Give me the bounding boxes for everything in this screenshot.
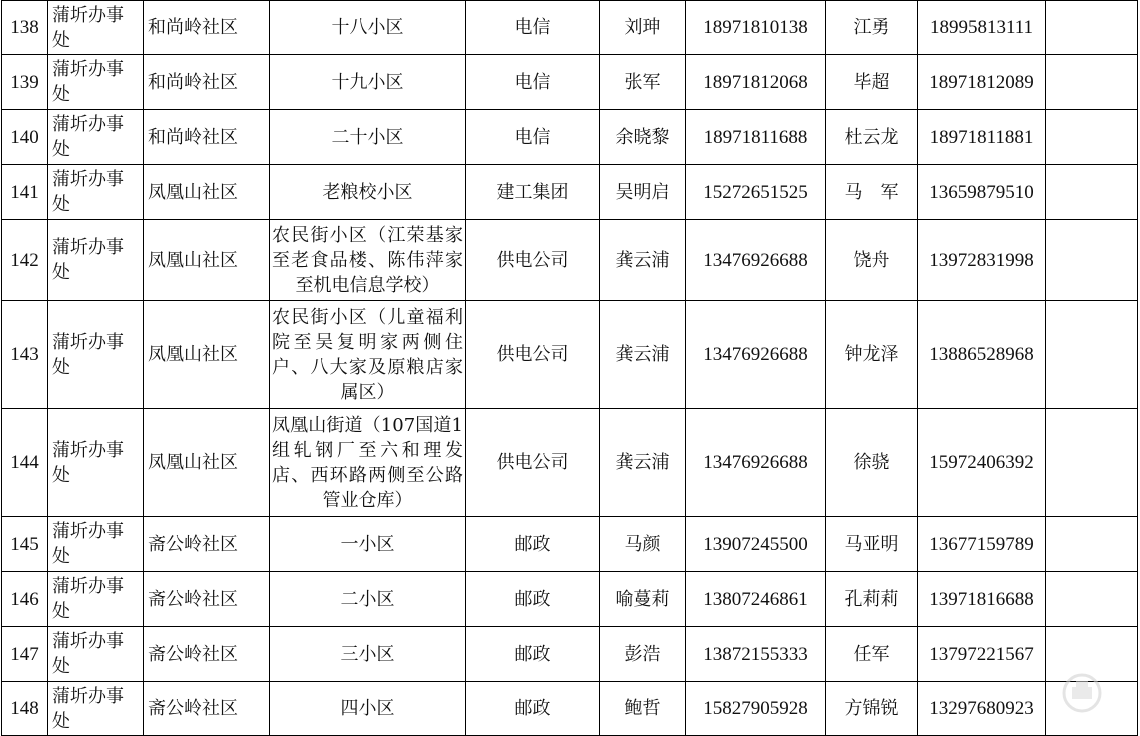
- area-cell: 四小区: [270, 682, 466, 736]
- table-row: [2, 572, 1138, 627]
- leader-phone-cell: 13807246861: [686, 572, 826, 627]
- unit-cell: 供电公司: [466, 301, 600, 409]
- leader-cell: 龚云浦: [600, 301, 686, 409]
- leader-cell: 喻蔓莉: [600, 572, 686, 627]
- row-number: 141: [2, 165, 48, 220]
- contact-phone-cell: 13659879510: [918, 165, 1046, 220]
- row-number: 144: [2, 409, 48, 517]
- row-number: 145: [2, 517, 48, 572]
- contact-phone-cell: 13297680923: [918, 682, 1046, 736]
- area-cell: 老粮校小区: [270, 165, 466, 220]
- leader-phone-cell: 15272651525: [686, 165, 826, 220]
- note-cell: [1046, 517, 1138, 572]
- unit-cell: 邮政: [466, 627, 600, 682]
- contact-phone-cell: 15972406392: [918, 409, 1046, 517]
- contact-phone-cell: 18971811881: [918, 110, 1046, 165]
- contact-cell: 徐骁: [826, 409, 918, 517]
- row-number: 139: [2, 55, 48, 110]
- table-row: [2, 220, 1138, 301]
- table-row: [2, 682, 1138, 736]
- office-cell: 蒲圻办事处: [48, 110, 144, 165]
- leader-cell: 马颜: [600, 517, 686, 572]
- community-cell: 和尚岭社区: [144, 1, 270, 55]
- unit-cell: 邮政: [466, 517, 600, 572]
- contact-cell: 任军: [826, 627, 918, 682]
- office-cell: 蒲圻办事处: [48, 1, 144, 55]
- area-cell: 农民街小区（江荣基家至老食品楼、陈伟萍家至机电信息学校）: [270, 220, 466, 301]
- community-cell: 斋公岭社区: [144, 517, 270, 572]
- community-cell: 和尚岭社区: [144, 55, 270, 110]
- row-number: 146: [2, 572, 48, 627]
- contact-cell: 马亚明: [826, 517, 918, 572]
- community-cell: 斋公岭社区: [144, 572, 270, 627]
- unit-cell: 电信: [466, 110, 600, 165]
- contact-phone-cell: 13797221567: [918, 627, 1046, 682]
- office-cell: 蒲圻办事处: [48, 409, 144, 517]
- leader-cell: 余晓黎: [600, 110, 686, 165]
- office-cell: 蒲圻办事处: [48, 682, 144, 736]
- contact-cell: 杜云龙: [826, 110, 918, 165]
- office-cell: 蒲圻办事处: [48, 220, 144, 301]
- contact-cell: 方锦锐: [826, 682, 918, 736]
- note-cell: [1046, 110, 1138, 165]
- unit-cell: 电信: [466, 1, 600, 55]
- row-number: 143: [2, 301, 48, 409]
- office-cell: 蒲圻办事处: [48, 55, 144, 110]
- office-cell: 蒲圻办事处: [48, 165, 144, 220]
- unit-cell: 供电公司: [466, 409, 600, 517]
- roster-table: [1, 0, 1138, 736]
- unit-cell: 邮政: [466, 682, 600, 736]
- leader-phone-cell: 18971811688: [686, 110, 826, 165]
- office-cell: 蒲圻办事处: [48, 517, 144, 572]
- row-number: 148: [2, 682, 48, 736]
- area-cell: 十八小区: [270, 1, 466, 55]
- leader-phone-cell: 13476926688: [686, 301, 826, 409]
- unit-cell: 电信: [466, 55, 600, 110]
- note-cell: [1046, 1, 1138, 55]
- table-row: [2, 301, 1138, 409]
- leader-phone-cell: 18971810138: [686, 1, 826, 55]
- leader-cell: 龚云浦: [600, 220, 686, 301]
- area-cell: 三小区: [270, 627, 466, 682]
- contact-phone-cell: 13677159789: [918, 517, 1046, 572]
- watermark-logo-icon: [1052, 653, 1126, 727]
- unit-cell: 供电公司: [466, 220, 600, 301]
- contact-cell: 马 军: [826, 165, 918, 220]
- leader-cell: 张军: [600, 55, 686, 110]
- leader-cell: 吴明启: [600, 165, 686, 220]
- area-cell: 二小区: [270, 572, 466, 627]
- area-cell: 二十小区: [270, 110, 466, 165]
- table-row: [2, 165, 1138, 220]
- leader-phone-cell: 13476926688: [686, 409, 826, 517]
- table-row: [2, 110, 1138, 165]
- community-cell: 凤凰山社区: [144, 220, 270, 301]
- office-cell: 蒲圻办事处: [48, 627, 144, 682]
- office-cell: 蒲圻办事处: [48, 301, 144, 409]
- unit-cell: 邮政: [466, 572, 600, 627]
- contact-phone-cell: 13971816688: [918, 572, 1046, 627]
- note-cell: [1046, 55, 1138, 110]
- table-row: [2, 55, 1138, 110]
- community-cell: 斋公岭社区: [144, 627, 270, 682]
- note-cell: [1046, 572, 1138, 627]
- leader-phone-cell: 18971812068: [686, 55, 826, 110]
- note-cell: [1046, 409, 1138, 517]
- note-cell: [1046, 301, 1138, 409]
- community-cell: 斋公岭社区: [144, 682, 270, 736]
- leader-cell: 龚云浦: [600, 409, 686, 517]
- contact-phone-cell: 18995813111: [918, 1, 1046, 55]
- note-cell: [1046, 165, 1138, 220]
- contact-cell: 江勇: [826, 1, 918, 55]
- table-row: [2, 627, 1138, 682]
- unit-cell: 建工集团: [466, 165, 600, 220]
- area-cell: 农民街小区（儿童福利院至吴复明家两侧住户、八大家及原粮店家属区）: [270, 301, 466, 409]
- area-cell: 凤凰山街道（107国道1组轧钢厂至六和理发店、西环路两侧至公路管业仓库）: [270, 409, 466, 517]
- row-number: 147: [2, 627, 48, 682]
- leader-cell: 鲍哲: [600, 682, 686, 736]
- office-cell: 蒲圻办事处: [48, 572, 144, 627]
- table-row: [2, 517, 1138, 572]
- community-cell: 和尚岭社区: [144, 110, 270, 165]
- roster-sheet: [1, 0, 1137, 736]
- leader-phone-cell: 13872155333: [686, 627, 826, 682]
- leader-phone-cell: 13476926688: [686, 220, 826, 301]
- community-cell: 凤凰山社区: [144, 301, 270, 409]
- contact-cell: 钟龙泽: [826, 301, 918, 409]
- contact-cell: 饶舟: [826, 220, 918, 301]
- table-row: [2, 1, 1138, 55]
- contact-phone-cell: 13886528968: [918, 301, 1046, 409]
- row-number: 140: [2, 110, 48, 165]
- community-cell: 凤凰山社区: [144, 165, 270, 220]
- leader-phone-cell: 15827905928: [686, 682, 826, 736]
- contact-phone-cell: 13972831998: [918, 220, 1046, 301]
- community-cell: 凤凰山社区: [144, 409, 270, 517]
- row-number: 138: [2, 1, 48, 55]
- leader-phone-cell: 13907245500: [686, 517, 826, 572]
- contact-cell: 毕超: [826, 55, 918, 110]
- contact-cell: 孔莉莉: [826, 572, 918, 627]
- row-number: 142: [2, 220, 48, 301]
- note-cell: [1046, 220, 1138, 301]
- contact-phone-cell: 18971812089: [918, 55, 1046, 110]
- leader-cell: 彭浩: [600, 627, 686, 682]
- table-row: [2, 409, 1138, 517]
- area-cell: 十九小区: [270, 55, 466, 110]
- area-cell: 一小区: [270, 517, 466, 572]
- leader-cell: 刘珅: [600, 1, 686, 55]
